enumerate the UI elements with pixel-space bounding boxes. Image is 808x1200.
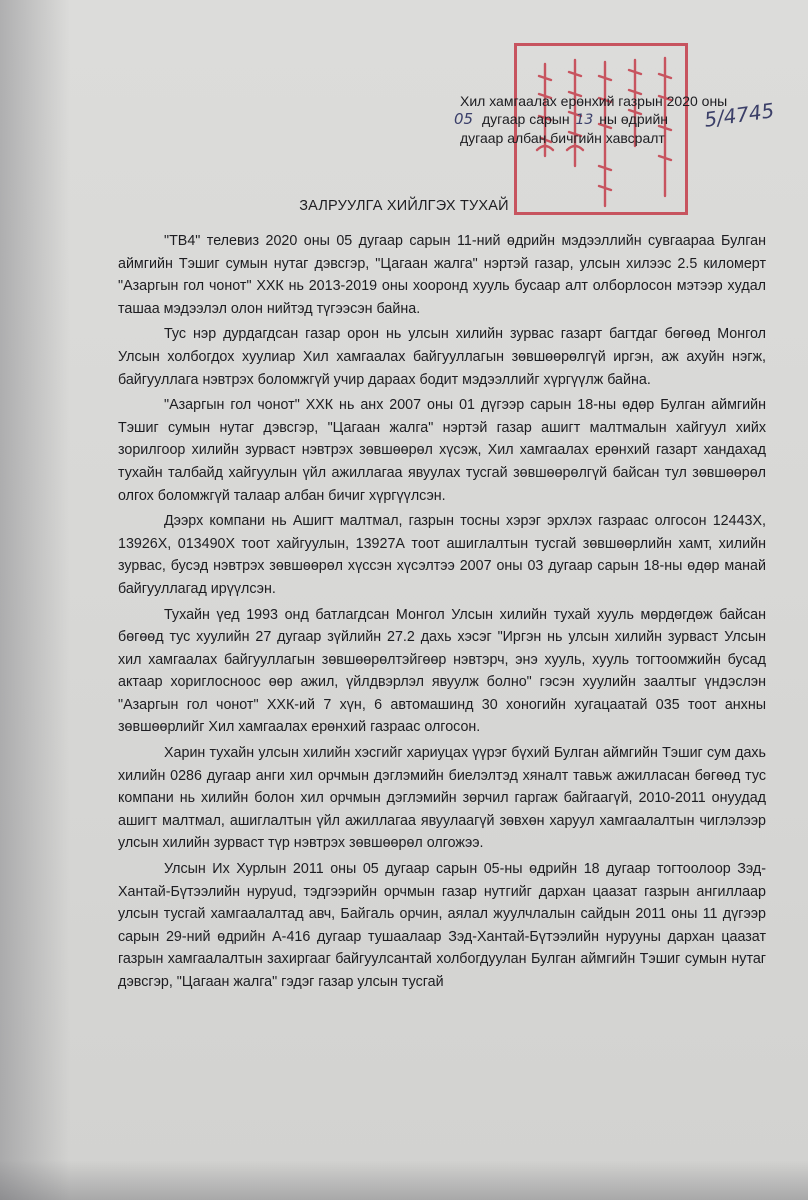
paragraph-4: Дээрх компани нь Ашигт малтмал, газрын тосны хэрэг эрхлэх газраас олгосон 12443Х, 13926Х, 013490Х тоот хайгуулын, 13927А тоот ашиглалтын тусгай зөвшөөрлийн хамт, хилийн зурвас, бусэд нэвтрэх зөвшөөрөл хүссэн хүсэлтээ 2007 оны 03 дугаар сарын 18-ны өдөр манай байгууллагад ирүүлсэн. bbox=[118, 513, 766, 597]
paragraph-2: Тус нэр дурдагдсан газар орон нь улсын хилийн зурвас газарт багтдаг бөгөөд Монгол Улсын холбогдох хуулиар Хил хамгаалах байгууллагын зөвшөөрөлгүй иргэн, аж ахуйн нэгж, байгууллага нэвтрэх боломжгүй учир дараах бодит мэдээллийг хүргүүлж байна. bbox=[118, 326, 766, 388]
header-line-2-prefix: дугаар сарын bbox=[482, 111, 570, 127]
paragraph-6: Харин тухайн улсын хилийн хэсгийг хариуцах үүрэг бүхий Булган аймгийн Тэшиг сум дахь хилийн 0286 дугаар анги хил орчмын дэглэмийн биелэлтэд хяналт тавьж ажилласан бөгөөд тус компани нь хилийн болон хил орчмын дэглэмийн зөрчил гаргаж байгаагүй, 2010-2011 онуудад ашигт малтмал, ашиглалтын үйл ажиллагаа явуулаагүй зөвхөн харуул хамгаалалтын чиглэлээр улсын хилийн зурваст түр нэвтрэх зөвшөөрөл олгожээ. bbox=[118, 745, 766, 852]
paragraph-5: Тухайн үед 1993 онд батлагдсан Монгол Улсын хилийн тухай хууль мөрдөгдөж байсан бөгөөд тус хуулийн 27 дугаар зүйлийн 27.2 дахь хэсэг "Иргэн нь улсын хилийн зурваст Улсын хил хамгаалах байгууллагын зөвшөөрөлтэйгөөр нэвтэрч, энэ хууль, хууль тогтоомжийн бусад актаар хориглосноос өөр ажил, үйлдвэрлэл явуулж болно" гэсэн хуулийн заалтыг үндэслэн "Азаргын гол чонот" ХХК-ий 7 хүн, 6 автомашинд 30 хоногийн хугацаатай 035 тоот анхны зөвшөөрлийг Хил хамгаалах ерөнхий газраас олгосон. bbox=[118, 606, 766, 736]
paragraph-1: "ТВ4" телевиз 2020 оны 05 дугаар сарын 11-ний өдрийн мэдээллийн сувгаараа Булган аймгийн Тэшиг сумын нутаг дэвсгэр, "Цагаан жалга" нэртэй газар, улсын хилээс 2.5 киломерт "Азаргын гол чонот" ХХК нь 2013-2019 оны хооронд хууль бусаар алт олборлосон мэтээр худал ташаа мэдээлэл олон нийтэд түгээсэн байна. bbox=[118, 233, 766, 317]
header-line-2-suffix: ны өдрийн bbox=[599, 111, 668, 127]
page-shadow bbox=[0, 0, 70, 1200]
document-body bbox=[118, 230, 766, 997]
page-bottom-shadow bbox=[0, 1160, 808, 1200]
paragraph-7: Улсын Их Хурлын 2011 оны 05 дугаар сарын 05-ны өдрийн 18 дугаар тогтоолоор Зэд-Хантай-Бүтээлийн нуруud, тэдгээрийн орчмын газар нутгийг дархан цаазат газрын ангиллаар улсын тусгай хамгаалалтад авч, Байгаль орчин, аялал жуулчлалын сайдын 2011 оны 11 дүгээр сарын 29-ний өдрийн А-416 дугаар тушаалаар Зэд-Хантай-Бүтээлийн нурууны дархан цаазат газрын хамгаалалтын захиргааг байгуулсантай холбогдуулан Булган аймгийн Тэшиг сумын нутаг дэвсгэр, "Цагаан жалга" гэдэг газар улсын тусгай bbox=[118, 861, 766, 990]
document-title: ЗАЛРУУЛГА ХИЙЛГЭХ ТУХАЙ bbox=[299, 198, 509, 214]
header-line-1: Хил хамгаалах ерөнхий газрын 2020 оны bbox=[460, 93, 728, 109]
handwritten-registration-number: 5/4745 bbox=[702, 98, 776, 132]
header-line-3: дугаар албан бичгийн хавсралт bbox=[460, 130, 665, 146]
handwritten-month: 05 bbox=[454, 110, 474, 128]
handwritten-day: 13 bbox=[575, 112, 594, 128]
paragraph-3: "Азаргын гол чонот" ХХК нь анх 2007 оны 01 дүгээр сарын 18-ны өдөр Булган аймгийн Тэшиг сумын нутаг дэвсгэр, "Цагаан жалга" нэртэй газар ашигт малтмалын хайгуул хийх зорилгоор хилийн зурваст нэвтрэх зөвшөөрөл хүсэж, Хил хамгаалах ерөнхий газарт хандахад тухайн талбайд хайгуулын үйл ажиллагаа явуулах тусгай зөвшөөрөлгүй байсан тул зөвшөөрөл олгох боломжгүй талаар албан бичиг хүргүүлсэн. bbox=[118, 397, 766, 504]
